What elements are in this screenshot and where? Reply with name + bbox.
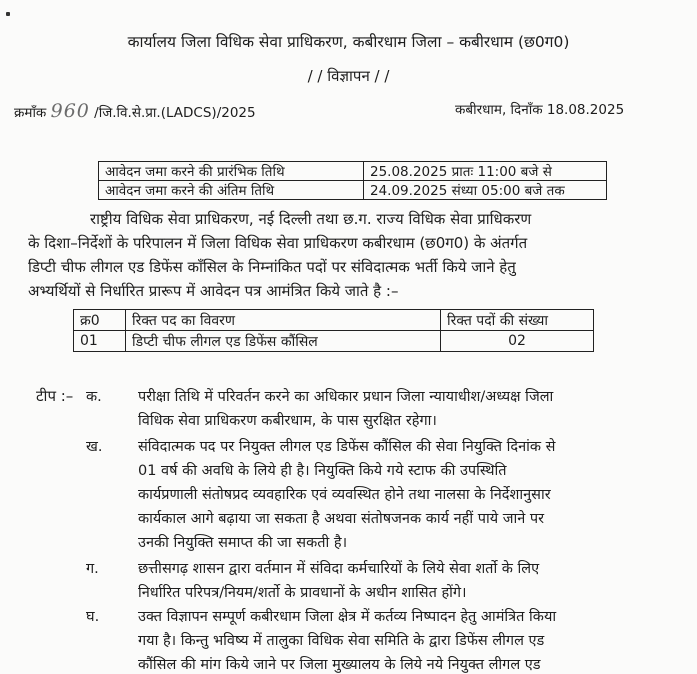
table-row: [74, 331, 594, 352]
intro-line: अभ्यर्थियों से निर्धारित प्रारूप में आवेदन पत्र आमंत्रित किये जाते है :–: [28, 282, 399, 300]
ref-prefix: क्रमाँक: [14, 105, 47, 121]
col-serial-header: क्र0: [74, 310, 126, 331]
note-marker: क.: [86, 389, 102, 405]
note-line: कार्यप्रणाली संतोषप्रद व्यवहारिक एवं व्यवस्थित होने तथा नालसा के निर्देशानुसार: [138, 487, 551, 503]
note-line: उनकी नियुक्ति समाप्त की जा सकती है।: [138, 535, 348, 551]
col-post-header: रिक्त पद का विवरण: [126, 310, 441, 331]
note-line: परीक्षा तिथि में परिवर्तन करने का अधिकार प्रधान जिला न्यायाधीश/अध्यक्ष जिला: [138, 389, 554, 405]
handwritten-number: 960: [50, 100, 90, 122]
note-line: निर्धारित परिपत्र/नियम/शर्तो के प्रावधानों के अधीन शासित होंगे।: [138, 585, 467, 601]
note-marker: ख.: [86, 439, 103, 455]
note-line: संविदात्मक पद पर नियुक्त लीगल एड डिफेंस कौंसिल की सेवा नियुक्ति दिनांक से: [138, 439, 556, 455]
date-label: आवेदन जमा करने की अंतिम तिथि: [99, 181, 364, 200]
intro-line: डिप्टी चीफ लीगल एड डिफेंस कॉंसिल के निम्नांकित पदों पर संविदात्मक भर्ती किये जाने हेतु: [28, 258, 516, 276]
ref-code: /जि.वि.से.प्रा.(LADCS)/2025: [94, 105, 256, 121]
count-cell: 02: [441, 331, 594, 352]
table-row: [99, 181, 607, 200]
note-line: विधिक सेवा प्राधिकरण कबीरधाम, के पास सुरक्षित रहेगा।: [138, 413, 437, 429]
notes-title: टीप :–: [36, 387, 74, 405]
intro-line: राष्ट्रीय विधिक सेवा प्राधिकरण, नई दिल्ली तथा छ.ग. राज्य विधिक सेवा प्राधिकरण: [90, 210, 532, 228]
serial-cell: 01: [74, 331, 126, 352]
posts-table: [73, 309, 594, 352]
office-header: कार्यालय जिला विधिक सेवा प्राधिकरण, कबीरधाम जिला – कबीरधाम (छ0ग0): [127, 33, 570, 51]
note-line: गया है। किन्तु भविष्य में तालुका विधिक सेवा समिति के द्वारा डिफेंस लीगल एड: [138, 633, 545, 649]
table-row: [99, 162, 607, 181]
notice-title: / / विज्ञापन / /: [307, 67, 390, 85]
note-line: उक्त विज्ञापन सम्पूर्ण कबीरधाम जिला क्षेत्र में कर्तव्य निष्पादन हेतु आमंत्रित किया: [138, 609, 557, 625]
col-count-header: रिक्त पदों की संख्या: [441, 310, 594, 331]
dates-table: [98, 161, 607, 200]
intro-line: के दिशा–निर्देशों के परिपालन में जिला विधिक सेवा प्राधिकरण कबीरधाम (छ0ग0) के अंतर्गत: [28, 234, 528, 252]
note-line: छत्तीसगढ़ शासन द्वारा वर्तमान में संविदा कर्मचारियों के लिये सेवा शर्तो के लिए: [138, 561, 540, 577]
table-header-row: [74, 310, 594, 331]
note-marker: ग.: [86, 561, 99, 577]
reference-number: [14, 100, 256, 122]
date-value: 25.08.2025 प्रातः 11:00 बजे से: [364, 162, 607, 181]
note-line: 01 वर्ष की अवधि के लिये ही है। नियुक्ति किये गये स्टाफ की उपस्थिति: [138, 463, 507, 479]
date-value: 24.09.2025 संध्या 05:00 बजे तक: [364, 181, 607, 200]
note-marker: घ.: [86, 609, 100, 625]
date-label: आवेदन जमा करने की प्रारंभिक तिथि: [99, 162, 364, 181]
scan-mark: [6, 12, 10, 16]
note-line: कौंसिल की मांग किये जाने पर जिला मुख्यालय के लिये नये नियुक्त लीगल एड: [138, 657, 541, 673]
note-line: कार्यकाल आगे बढ़ाया जा सकता है अथवा संतोषजनक कार्य नहीं पाये जाने पर: [138, 511, 545, 527]
post-cell: डिप्टी चीफ लीगल एड डिफेंस कौंसिल: [126, 331, 441, 352]
issue-date: कबीरधाम, दिनाँक 18.08.2025: [455, 102, 625, 118]
